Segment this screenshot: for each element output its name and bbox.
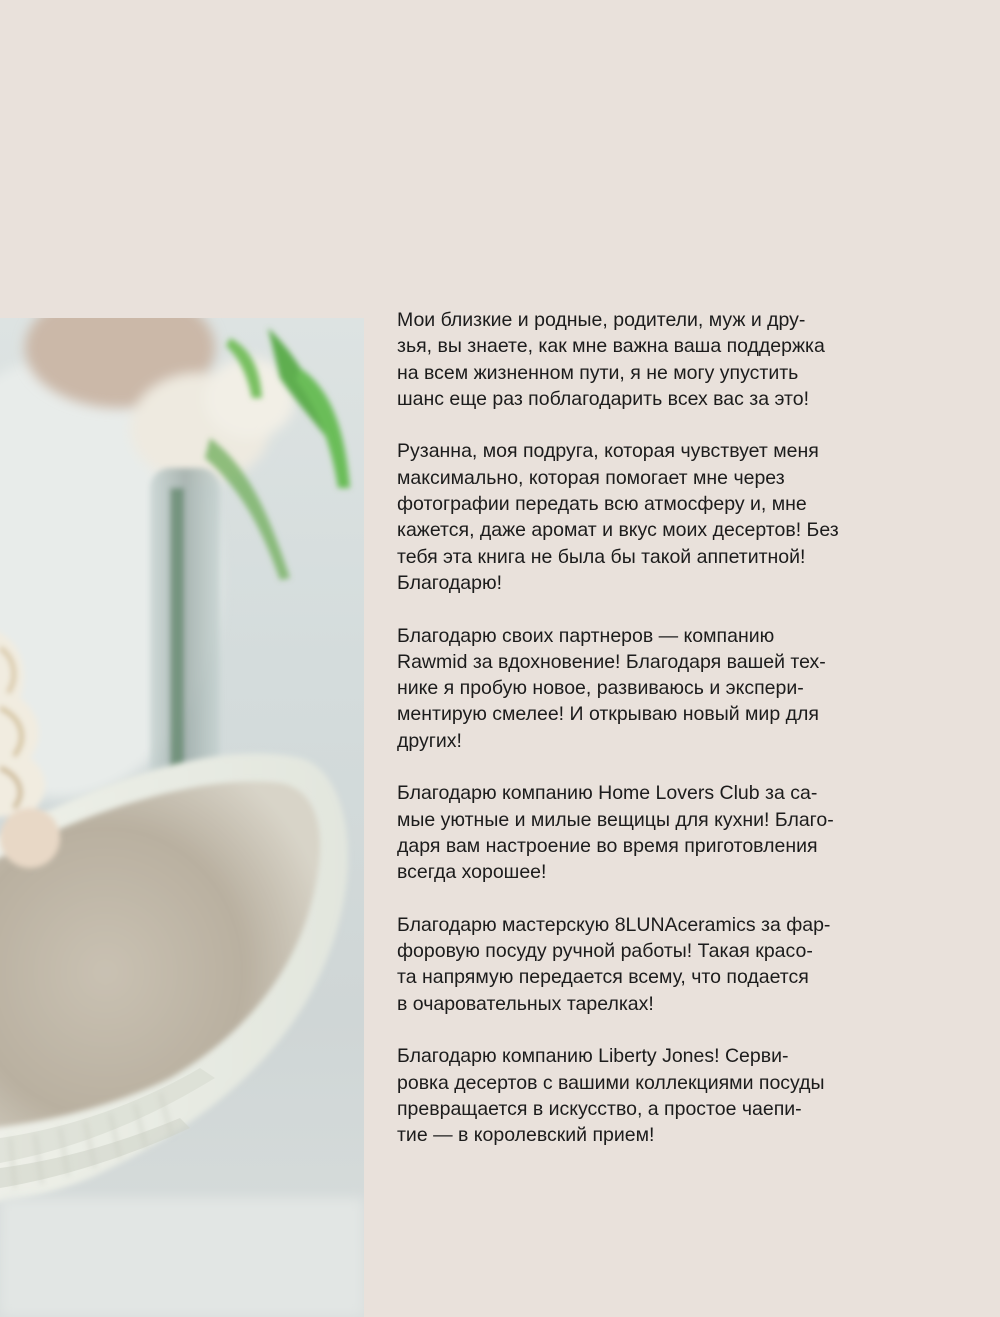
text-line: других!: [397, 729, 462, 752]
text-line: ментирую смелее! И открываю новый мир для: [397, 703, 819, 726]
paragraph-rawmid: [397, 623, 877, 754]
text-line: тие — в королевский прием!: [397, 1124, 655, 1147]
text-line: на всем жизненном пути, я не могу упустить: [397, 361, 799, 384]
text-line: Благодарю!: [397, 571, 503, 594]
text-line: Благодарю мастерскую 8LUNAceramics за фар-: [397, 913, 831, 936]
text-line: мые уютные и милые вещицы для кухни! Благо-: [397, 808, 834, 831]
text-line: нике я пробую новое, развиваюсь и экспери-: [397, 677, 804, 700]
text-line: Мои близкие и родные, родители, муж и дру-: [397, 309, 806, 331]
text-line: фотографии передать всю атмосферу и, мне: [397, 493, 807, 516]
text-line: зья, вы знаете, как мне важна ваша поддержка: [397, 335, 825, 358]
text-line: Рузанна, моя подруга, которая чувствует меня: [397, 440, 819, 463]
text-line: шанс еще раз поблагодарить всех вас за это!: [397, 387, 810, 410]
acknowledgements-text: [397, 307, 877, 1175]
paragraph-family: [397, 307, 877, 412]
text-line: форовую посуду ручной работы! Такая красо-: [397, 940, 813, 963]
text-line: даря вам настроение во время приготовления: [397, 834, 818, 857]
paragraph-photographer: [397, 438, 877, 596]
dessert-photo: [0, 318, 364, 1317]
paragraph-8lunaceramics: [397, 912, 877, 1017]
text-line: та напрямую передается всему, что подается: [397, 966, 809, 989]
text-line: ровка десертов с вашими коллекциями посуды: [397, 1071, 825, 1094]
text-line: тебя эта книга не была бы такой аппетитной!: [397, 545, 806, 568]
paragraph-liberty-jones: [397, 1043, 877, 1148]
text-line: в очаровательных тарелках!: [397, 992, 654, 1015]
paragraph-home-lovers-club: [397, 780, 877, 885]
text-line: Rawmid за вдохновение! Благодаря вашей тех-: [397, 650, 826, 673]
text-line: кажется, даже аромат и вкус моих десертов! Без: [397, 519, 839, 542]
text-line: Благодарю компанию Home Lovers Club за са-: [397, 782, 818, 805]
text-line: максимально, которая помогает мне через: [397, 466, 785, 489]
dessert-photo-illustration: [0, 318, 364, 1317]
text-line: всегда хорошее!: [397, 861, 547, 884]
text-line: превращается в искусство, а простое чаепи-: [397, 1097, 802, 1120]
text-line: Благодарю компанию Liberty Jones! Серви-: [397, 1045, 789, 1068]
text-line: Благодарю своих партнеров — компанию: [397, 624, 775, 647]
